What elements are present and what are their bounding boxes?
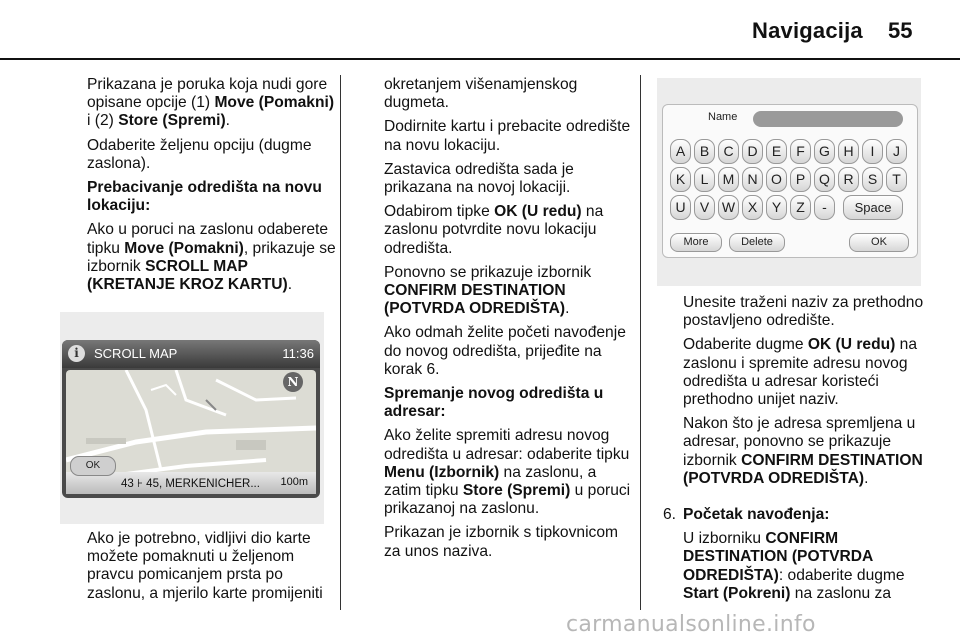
key[interactable]: S <box>862 167 883 192</box>
column-divider-1 <box>340 75 341 610</box>
key[interactable]: C <box>718 139 739 164</box>
watermark: carmanualsonline.info <box>566 612 816 637</box>
key[interactable]: U <box>670 195 691 220</box>
page-number: 55 <box>888 18 913 43</box>
key[interactable]: K <box>670 167 691 192</box>
key[interactable]: V <box>694 195 715 220</box>
compass-icon[interactable]: N <box>283 372 303 392</box>
paragraph: Ako odmah želite početi navođenje do novog odredišta, prijeđite na korak 6. <box>384 324 626 378</box>
keyboard-screenshot <box>662 104 918 258</box>
paragraph: Ponovno se prikazuje izbornik CONFIRM DESTINATION (POTVRDA ODREDIŠTA). <box>384 263 592 318</box>
paragraph: Odabirom tipke OK (U redu) na zaslonu potvrdite novu lokaciju odredišta. <box>384 203 604 257</box>
paragraph: Nakon što je adresa spremljena u adresar, ponovno se prikazuje izbornik CONFIRM DESTINATION (POTVRDA ODREDIŠTA). <box>683 415 923 487</box>
paragraph: Odaberite dugme OK (U redu) na zaslonu i spremite adresu novog odredišta u adresar koristeći prethodno unijet naziv. <box>683 336 918 409</box>
space-key[interactable]: Space <box>843 195 903 220</box>
key[interactable]: O <box>766 167 787 192</box>
key[interactable]: P <box>790 167 811 192</box>
paragraph: Dodirnite kartu i prebacite odredište na novu lokaciju. <box>384 118 631 154</box>
key[interactable]: N <box>742 167 763 192</box>
key[interactable]: L <box>694 167 715 192</box>
column-1-top <box>87 76 337 300</box>
name-label: Name <box>708 111 738 123</box>
paragraph: Zastavica odredišta sada je prikazana na novoj lokaciji. <box>384 160 574 197</box>
page-header-title: Navigacija <box>752 18 863 43</box>
section-heading: Prebacivanje odredišta na novu lokaciju: <box>87 179 322 215</box>
key[interactable]: R <box>838 167 859 192</box>
name-input[interactable] <box>753 111 903 127</box>
clock: 11:36 <box>282 346 314 361</box>
paragraph: okretanjem višenamjenskog dugmeta. <box>384 76 578 112</box>
key[interactable]: X <box>742 195 763 220</box>
key[interactable]: D <box>742 139 763 164</box>
paragraph: U izborniku CONFIRM DESTINATION (POTVRDA ODREDIŠTA): odaberite dugme Start (Pokreni) na zaslonu za <box>683 530 905 602</box>
key[interactable]: W <box>718 195 739 220</box>
paragraph: Ako u poruci na zaslonu odaberete tipku Move (Pomakni), prikazuje se izbornik SCROLL MAP (KRETANJE KROZ KARTU). <box>87 221 336 294</box>
column-2 <box>384 76 634 567</box>
column-3 <box>683 294 925 494</box>
more-button[interactable]: More <box>670 233 722 252</box>
map-ok-button[interactable]: OK <box>70 456 116 476</box>
key[interactable]: E <box>766 139 787 164</box>
key[interactable]: J <box>886 139 907 164</box>
key[interactable]: I <box>862 139 883 164</box>
section-heading: Početak navođenja: <box>683 506 830 523</box>
column-3-step <box>683 506 925 609</box>
ok-button[interactable]: OK <box>849 233 909 252</box>
key[interactable]: A <box>670 139 691 164</box>
paragraph: Odaberite željenu opciju (dugme zaslona). <box>87 136 312 172</box>
paragraph: Unesite traženi naziv za prethodno postavljeno odredište. <box>683 294 924 330</box>
info-icon: i <box>68 345 85 362</box>
scroll-map-title: SCROLL MAP <box>94 346 178 361</box>
key[interactable]: Y <box>766 195 787 220</box>
key[interactable]: M <box>718 167 739 192</box>
section-heading: Spremanje novog odredišta u adresar: <box>384 385 604 421</box>
header-rule <box>0 58 960 60</box>
step-number: 6. <box>663 506 677 523</box>
column-divider-2 <box>640 75 641 610</box>
delete-button[interactable]: Delete <box>729 233 785 252</box>
current-street: 43 ⊦ 45, MERKENICHER... <box>121 478 260 490</box>
paragraph: Prikazan je izbornik s tipkovnicom za unos naziva. <box>384 524 618 560</box>
column-1-bottom <box>87 530 337 609</box>
key[interactable]: B <box>694 139 715 164</box>
key[interactable]: Q <box>814 167 835 192</box>
key[interactable]: Z <box>790 195 811 220</box>
paragraph: Prikazana je poruka koja nudi gore opisane opcije (1) Move (Pomakni) i (2) Store (Spremi). <box>87 76 335 130</box>
key[interactable]: G <box>814 139 835 164</box>
key[interactable]: - <box>814 195 835 220</box>
key[interactable]: H <box>838 139 859 164</box>
paragraph: Ako želite spremiti adresu novog odredišta u adresar: odaberite tipku Menu (Izbornik) na zaslonu, a zatim tipku Store (Spremi) u poruci prikazanoj na zaslonu. <box>384 427 631 518</box>
map-scale: 100m <box>280 476 308 488</box>
paragraph: Ako je potrebno, vidljivi dio karte možete pomaknuti u željenom pravcu pomicanjem prsta po zaslonu, a mjerilo karte promijeniti <box>87 530 323 602</box>
scroll-map-title-bar <box>62 340 320 368</box>
key[interactable]: T <box>886 167 907 192</box>
key[interactable]: F <box>790 139 811 164</box>
